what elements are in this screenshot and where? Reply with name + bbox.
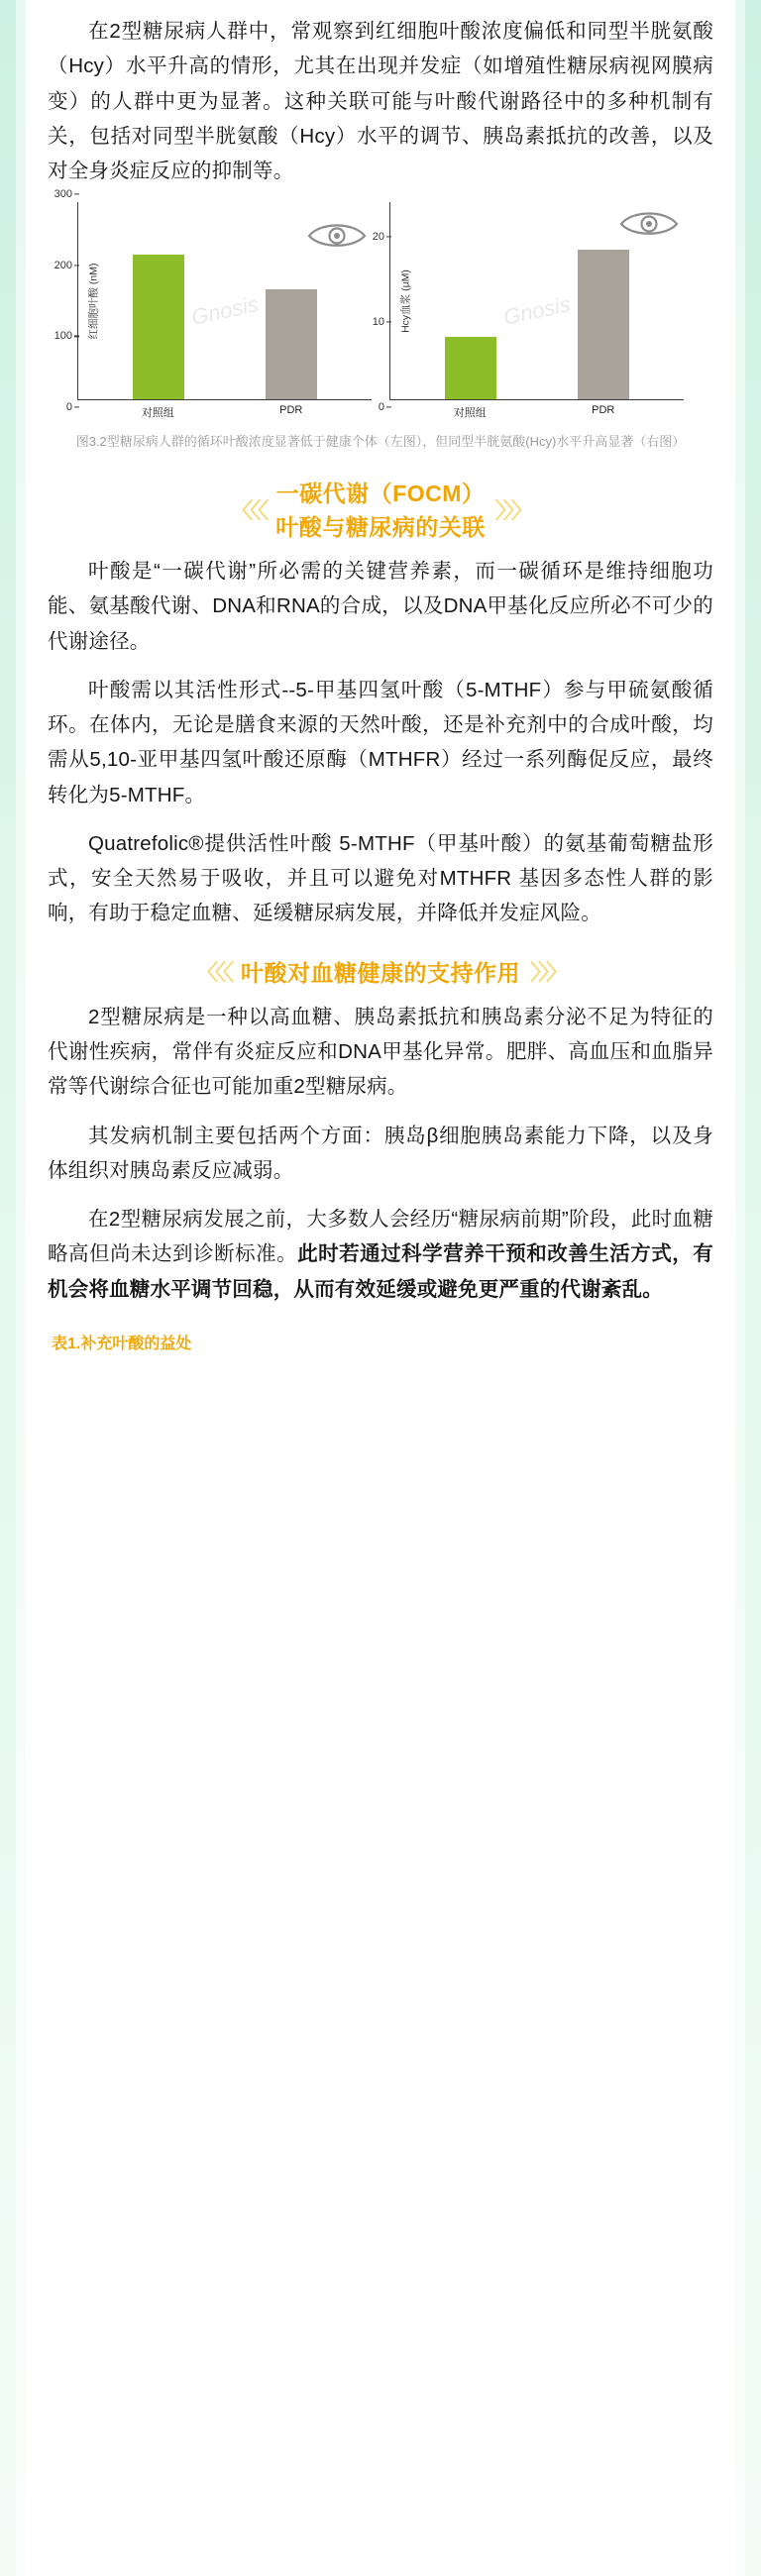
chart1-bar-control xyxy=(133,255,184,399)
chart2-tick-20: 20 xyxy=(372,231,384,244)
paragraph-prediabetes xyxy=(48,1202,713,1307)
section-heading-blood-glucose xyxy=(48,957,713,990)
chart2-x-labels xyxy=(389,400,684,420)
chart2-tick-0: 0 xyxy=(378,401,384,414)
figure-caption: 图3.2型糖尿病人群的循环叶酸浓度显著低于健康个体（左图），但同型半胱氨酸(Hcy)水平升高显著（右图） xyxy=(75,434,686,450)
paragraph-prediabetes-bold: 此时若通过科学营养干预和改善生活方式，有机会将血糖水平调节回稳，从而有效延缓或避免更严重的代谢紊乱。 xyxy=(48,1242,714,1301)
decorative-left-band xyxy=(0,0,26,2576)
chart-hcy-container xyxy=(372,202,684,420)
chart2-bar-pdr xyxy=(578,250,629,399)
heading-focm-line1: 一碳代谢（FOCM） xyxy=(275,481,486,507)
paragraph-t2dm-overview: 2型糖尿病是一种以高血糖、胰岛素抵抗和胰岛素分泌不足为特征的代谢性疾病，常伴有炎症反应和DNA甲基化异常。肥胖、高血压和血脂异常等代谢综合征也可能加重2型糖尿病。 xyxy=(48,1005,713,1099)
chart1-y-ticks xyxy=(45,188,74,414)
eye-icon xyxy=(618,206,680,240)
chevron-left-icon: 〈〈〈 xyxy=(231,497,267,523)
chevron-left-icon: 〈〈〈 xyxy=(195,960,231,986)
chart2-y-axis-label: Hcy血浆 (µM) xyxy=(399,268,412,333)
chart2-xlabel-pdr: PDR xyxy=(592,404,615,417)
paragraph-focm-definition: 叶酸是“一碳代谢”所必需的关键营养素，而一碳循环是维持细胞功能、氨基酸代谢、DNA和RNA的合成，以及DNA甲基化反应所必不可少的代谢途径。 xyxy=(48,560,713,653)
chart1-x-labels xyxy=(77,400,372,420)
chevron-right-icon: 〉〉〉 xyxy=(494,497,530,523)
chart2-bar-control xyxy=(445,337,496,400)
chart1-tick-0: 0 xyxy=(65,401,72,414)
paragraph-mechanism: 其发病机制主要包括两个方面：胰岛β细胞胰岛素能力下降，以及身体组织对胰岛素反应减弱。 xyxy=(48,1124,713,1182)
section-heading-focm xyxy=(48,478,713,544)
chart-group xyxy=(48,188,713,420)
figure-folate-hcy xyxy=(48,188,713,452)
chart2-watermark: Gnosis xyxy=(500,290,573,330)
paragraph-intro: 在2型糖尿病人群中，常观察到红细胞叶酸浓度偏低和同型半胱氨酸（Hcy）水平升高的情形，尤其在出现并发症（如增殖性糖尿病视网膜病变）的人群中更为显著。这种关联可能与叶酸代谢路径中的多种机制有关，包括对同型半胱氨酸（Hcy）水平的调节、胰岛素抵抗的改善，以及对全身炎症反应的抑制等。 xyxy=(48,20,713,182)
chart1-bar-control-wrap xyxy=(133,202,184,399)
chart2-tick-10: 10 xyxy=(372,316,384,329)
paragraph-prediabetes-normal: 在2型糖尿病发展之前，大多数人会经历“糖尿病前期”阶段，此时血糖略高但尚未达到诊断标准。 xyxy=(48,1208,713,1266)
chart1-bar-pdr xyxy=(266,289,317,399)
chart-rbc-folate-container xyxy=(54,188,372,420)
article-content xyxy=(26,0,735,1353)
chart1-tick-100: 100 xyxy=(54,330,72,343)
section-heading-blood-glucose-text: 叶酸对血糖健康的支持作用 xyxy=(241,959,520,986)
chart1-y-axis-label: 红细胞叶酸 (nM) xyxy=(87,263,100,340)
chart1-xlabel-control: 对照组 xyxy=(141,407,174,420)
heading-focm-line2: 叶酸与糖尿病的关联 xyxy=(275,513,486,540)
chart1-tick-300: 300 xyxy=(54,188,72,201)
table-caption: 表1.补充叶酸的益处 xyxy=(52,1335,192,1352)
chart1-watermark: Gnosis xyxy=(188,290,261,330)
chart2-xlabel-control: 对照组 xyxy=(453,407,487,420)
chevron-right-icon: 〉〉〉 xyxy=(530,960,566,986)
chart1-xlabel-pdr: PDR xyxy=(279,404,303,417)
chart2-bar-control-wrap xyxy=(445,202,496,399)
section-heading-focm-text xyxy=(275,478,486,544)
chart1-tick-200: 200 xyxy=(54,259,72,271)
paragraph-quatrefolic: Quatrefolic®提供活性叶酸 5-MTHF（甲基叶酸）的氨基葡萄糖盐形式，安全天然易于吸收，并且可以避免对MTHFR 基因多态性人群的影响，有助于稳定血糖、延缓糖尿病发展，并降低并发症风险。 xyxy=(48,831,713,925)
chart2-y-ticks xyxy=(357,194,386,414)
paragraph-5mthf: 叶酸需以其活性形式--5-甲基四氢叶酸（5-MTHF）参与甲硫氨酸循环。在体内，无论是膳食来源的天然叶酸，还是补充剂中的合成叶酸，均需从5,10-亚甲基四氢叶酸还原酶（MTHFR）经过一系列酶促反应，最终转化为5-MTHF。 xyxy=(48,678,713,806)
decorative-right-band xyxy=(735,0,761,2576)
